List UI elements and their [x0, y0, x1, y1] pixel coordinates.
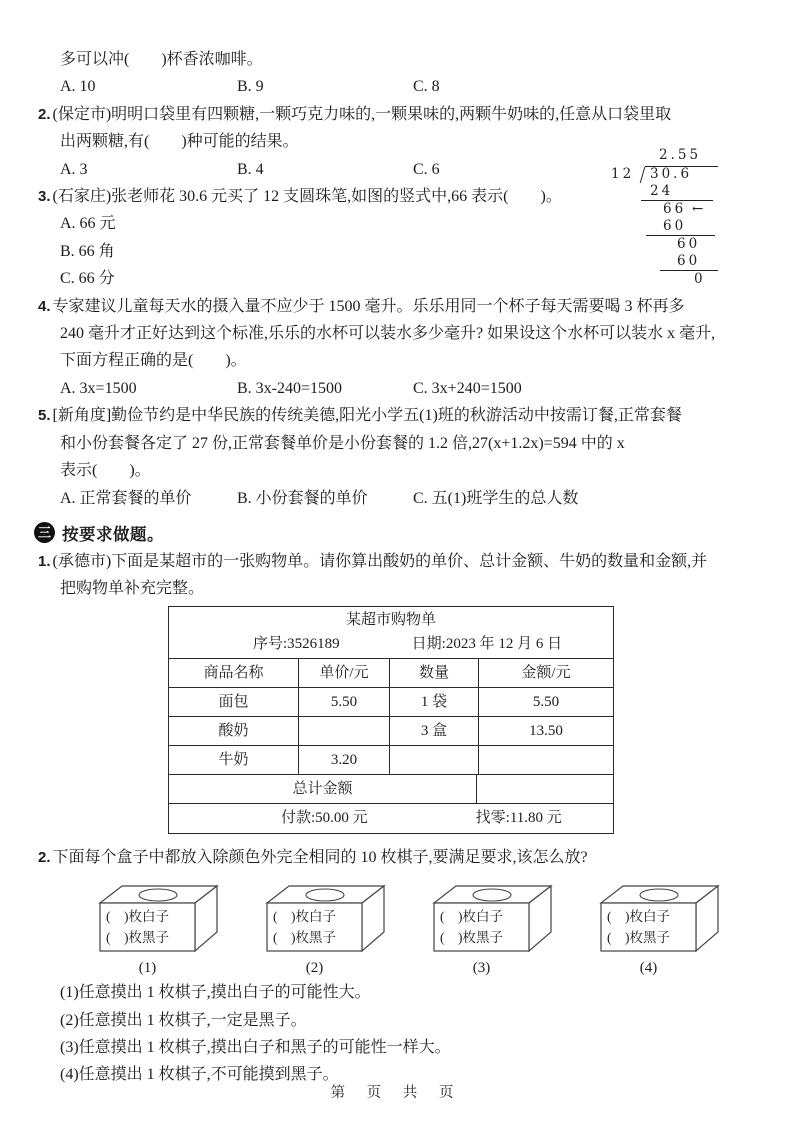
mc-question-3-option-c: C. 66 分	[60, 270, 115, 288]
work-question-2-item-3: (3)任意摸出 1 枚棋子,摸出白子和黑子的可能性一样大。	[60, 1038, 451, 1056]
cell-quantity: 1 袋	[389, 688, 478, 716]
receipt-serial: 序号:3526189	[253, 635, 340, 652]
page-footer: 第 页 共 页	[330, 1085, 463, 1101]
box-label: (3)	[472, 960, 491, 977]
question-text: 专家建议儿童每天水的摄入量不应少于 1500 毫升。乐乐用同一个杯子每天需要喝 3 杯再多	[52, 297, 685, 315]
white-pieces-blank: ( )枚白子	[440, 909, 503, 925]
option-c: C. 8	[413, 78, 440, 96]
change-amount: 找零:11.80 元	[475, 809, 562, 826]
division-step: 60	[663, 218, 687, 234]
white-pieces-blank: ( )枚白子	[273, 909, 336, 925]
receipt-total-row	[169, 775, 613, 804]
mc-question-4-line-3: 下面方程正确的是( )。	[60, 352, 247, 370]
chess-box-4	[595, 881, 733, 977]
division-step: 24	[650, 183, 674, 199]
chess-box-1	[94, 881, 232, 977]
mc-question-4-options	[38, 375, 762, 402]
division-divisor: 12	[611, 166, 635, 182]
question-text: (保定市)明明口袋里有四颗糖,一颗巧克力味的,一颗果味的,两颗牛奶味的,任意从口袋里取	[52, 105, 672, 123]
receipt-row-milk	[169, 746, 613, 775]
mc-question-3-option-a: A. 66 元	[60, 215, 116, 233]
cell-amount: 5.50	[478, 688, 613, 716]
cell-quantity: 3 盒	[389, 717, 478, 745]
question-number: 1.	[38, 552, 51, 570]
option-c: C. 五(1)班学生的总人数	[413, 489, 579, 507]
receipt-table	[168, 606, 614, 834]
mc-question-1-options	[38, 73, 762, 100]
option-b: B. 4	[237, 160, 264, 178]
white-pieces-blank: ( )枚白子	[106, 909, 169, 925]
work-question-2-item-1: (1)任意摸出 1 枚棋子,摸出白子的可能性大。	[60, 984, 371, 1002]
black-pieces-blank: ( )枚黑子	[106, 930, 169, 946]
option-c: C. 6	[413, 160, 440, 178]
left-arrow-icon: ←	[692, 201, 707, 217]
black-pieces-blank: ( )枚黑子	[273, 930, 336, 946]
option-c: C. 3x+240=1500	[413, 379, 522, 397]
mc-question-5-line-2: 和小份套餐各定了 27 份,正常套餐单价是小份套餐的 1.2 倍,27(x+1.2x)=594 中的 x	[60, 434, 625, 452]
work-question-1-line-2: 把购物单补充完整。	[60, 580, 205, 598]
division-step: 60	[677, 236, 701, 252]
cell-name: 牛奶	[218, 751, 249, 768]
option-a: A. 10	[60, 78, 96, 96]
division-remainder: 0	[694, 271, 706, 287]
division-rule-line	[660, 270, 718, 271]
mc-question-2-line-1	[38, 101, 762, 128]
box-label: (4)	[639, 960, 658, 977]
chess-box-3	[428, 881, 566, 977]
chess-boxes-row	[94, 881, 762, 977]
work-question-2-item-2: (2)任意摸出 1 枚棋子,一定是黑子。	[60, 1011, 307, 1029]
receipt-header-row	[169, 659, 613, 688]
cell-unit-price: 3.20	[298, 746, 389, 774]
white-pieces-blank: ( )枚白子	[607, 909, 670, 925]
column-header: 商品名称	[203, 664, 264, 681]
work-question-2-line-1	[38, 844, 762, 871]
mc-question-5-line-1	[38, 402, 762, 429]
mc-question-5-line-3: 表示( )。	[60, 462, 151, 480]
mc-question-5-options	[38, 485, 762, 512]
column-header: 单价/元	[298, 659, 389, 687]
cell-amount: 13.50	[478, 717, 613, 745]
question-number: 3.	[38, 188, 51, 206]
mc-question-2-line-2: 出两颗糖,有( )种可能的结果。	[60, 133, 299, 151]
mc-question-3-option-b: B. 66 角	[60, 242, 115, 260]
option-b: B. 3x-240=1500	[237, 379, 343, 397]
question-text: 下面每个盒子中都放入除颜色外完全相同的 10 枚棋子,要满足要求,该怎么放?	[52, 848, 588, 866]
division-bracket	[640, 167, 646, 183]
cell-amount-blank	[478, 746, 613, 774]
work-question-1-line-1	[38, 548, 762, 575]
question-number: 4.	[38, 297, 51, 315]
mc-question-4-line-1	[38, 293, 762, 320]
column-header: 数量	[389, 659, 478, 687]
question-text: (承德市)下面是某超市的一张购物单。请你算出酸奶的单价、总计金额、牛奶的数量和金额,并	[52, 552, 708, 570]
question-text: [新角度]勤俭节约是中华民族的传统美德,阳光小学五(1)班的秋游活动中按需订餐,正常套餐	[52, 407, 682, 425]
payment-amount: 付款:50.00 元	[281, 809, 368, 826]
chess-box-2	[261, 881, 399, 977]
column-header: 金额/元	[478, 659, 613, 687]
work-question-2-item-4: (4)任意摸出 1 枚棋子,不可能摸到黑子。	[60, 1066, 339, 1084]
mc-question-4-line-2: 240 毫升才正好达到这个标准,乐乐的水杯可以装水多少毫升? 如果设这个水杯可以装水 x 毫升,	[60, 325, 716, 343]
cell-unit-price-blank	[298, 717, 389, 745]
question-text: (石家庄)张老师花 30.6 元买了 12 支圆珠笔,如图的竖式中,66 表示( )。	[52, 188, 562, 206]
option-b: B. 9	[237, 78, 264, 96]
division-dividend: 30.6	[650, 166, 693, 182]
option-b: B. 小份套餐的单价	[237, 489, 368, 507]
section-title: 按要求做题。	[62, 525, 164, 544]
cell-name: 酸奶	[218, 722, 249, 739]
receipt-title: 某超市购物单	[345, 611, 436, 628]
receipt-meta-row	[169, 633, 613, 659]
receipt-row-bread	[169, 688, 613, 717]
receipt-date: 日期:2023 年 12 月 6 日	[411, 635, 563, 652]
question-number: 5.	[38, 407, 51, 425]
receipt-payment-row	[169, 804, 613, 833]
section-three-icon: 三	[34, 522, 55, 543]
option-a: A. 3	[60, 160, 88, 178]
section-header	[34, 519, 762, 547]
total-value-blank	[476, 775, 613, 803]
question-number: 2.	[38, 848, 51, 866]
division-quotient: 2.55	[659, 147, 702, 163]
division-step: 66	[663, 201, 687, 217]
black-pieces-blank: ( )枚黑子	[440, 930, 503, 946]
receipt-row-yogurt	[169, 717, 613, 746]
long-division-diagram	[604, 148, 729, 293]
option-a: A. 3x=1500	[60, 379, 137, 397]
division-step: 60	[677, 253, 701, 269]
box-label: (2)	[305, 960, 324, 977]
box-label: (1)	[138, 960, 157, 977]
cell-quantity-blank	[389, 746, 478, 774]
question-number: 2.	[38, 105, 51, 123]
mc-question-1-continuation: 多可以冲( )杯香浓咖啡。	[60, 51, 263, 68]
option-a: A. 正常套餐的单价	[60, 489, 192, 507]
cell-name: 面包	[218, 693, 249, 710]
cell-unit-price: 5.50	[298, 688, 389, 716]
black-pieces-blank: ( )枚黑子	[607, 930, 670, 946]
total-label: 总计金额	[292, 780, 353, 797]
